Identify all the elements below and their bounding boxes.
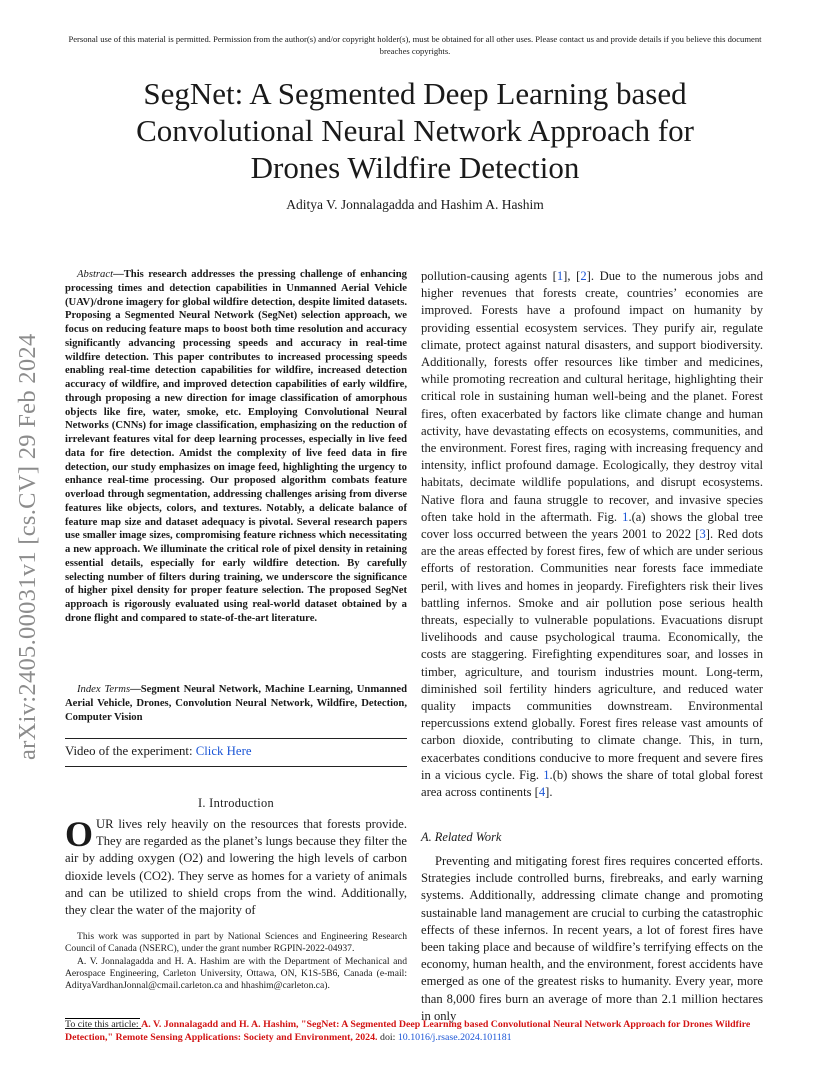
introduction-text <box>65 816 407 919</box>
citation-link[interactable]: 4 <box>538 785 546 800</box>
body-text: pollution-causing agents [ <box>421 269 557 283</box>
video-prefix: Video of the experiment: <box>65 744 196 758</box>
index-terms-text: —Segment Neural Network, Machine Learning, Unmanned Aerial Vehicle, Drones, Convolution Neural Network, Wildfire, Detection, Computer Vision <box>65 684 407 723</box>
abstract-label: Abstract <box>77 269 114 280</box>
copyright-notice: Personal use of this material is permitted. Permission from the author(s) and/or copyright holder(s), must be obtained for all other uses. Please contact us and provide details if you believe this document breaches copyrights. <box>68 34 762 56</box>
body-text: ], [ <box>563 269 581 283</box>
body-text: ]. Due to the numerous jobs and higher revenues that forests create, countries’ economies are improved. Forests have a profound impact on humanity by providing essential ecosystem services. They purify air, regulate climate, protect against natural disasters, and support biodiversity. Additionally, forests offer resources like timber and medicines, while promoting recreation and cultural heritage, highlighting their critical role in sustaining human well-being and the planet. Forest fires, often exacerbated by factors like climate change and human activity, have devastating effects on ecosystems, communities, and the environment. Forest fires, raging with increasing frequency and intensity, inflict profound damage. Ecologically, they destroy vital habitats, decimate wildlife populations, and disrupt ecosystems. Native flora and fauna struggle to recover, and invasive species often take hold in the aftermath. Fig. <box>421 269 763 524</box>
subsection-heading-related-work: A. Related Work <box>421 830 502 844</box>
right-column-text <box>421 268 763 801</box>
abstract <box>65 268 407 626</box>
divider <box>65 738 407 739</box>
index-terms <box>65 683 407 724</box>
citation-link[interactable]: 1 <box>556 269 564 283</box>
body-text: .(b) shows the share of total global forest area across continents [ <box>421 767 763 800</box>
footnote-funding: This work was supported in part by National Sciences and Engineering Research Council of Canada (NSERC), under the grant number RGPIN-2022-04937. <box>65 931 407 955</box>
arxiv-stamp[interactable]: arXiv:2405.00031v1 [cs.CV] 29 Feb 2024 <box>14 333 41 760</box>
figure-link[interactable]: 1 <box>622 509 629 524</box>
video-link[interactable]: Click Here <box>195 744 252 758</box>
doi-label: doi: <box>377 1031 398 1043</box>
author-list: Aditya V. Jonnalagadda and Hashim A. Hashim <box>286 197 544 212</box>
doi-link[interactable]: 10.1016/j.rsase.2024.101181 <box>397 1031 512 1043</box>
introduction-body: UR lives rely heavily on the resources that forests provide. They are regarded as the planet’s lungs because they filter the air by adding oxygen (O2) and lowering the high levels of carbon dioxide levels (CO2). They serve as homes for a variety of animals and can be utilized to shield crops from the wind. Additionally, they clear the water of the majority of <box>65 817 407 918</box>
footnotes <box>65 931 407 992</box>
paper-title: SegNet: A Segmented Deep Learning based Convolutional Neural Network Approach for Drones Wildfire Detection <box>136 76 694 185</box>
related-work-body: Preventing and mitigating forest fires requires concerted efforts. Strategies include controlled burns, firebreaks, and early warning systems. Additionally, addressing climate change and promoting sustainable land management are crucial to curbing the catastrophic effects of these infernos. In recent years, a lot of forest fires have been taking place and because of wildfire’s terrifying effects on the economy, human health, and the environment, forest accidents have emerged as one of the greatest risks to humanity. Every year, more than 8,000 fires burn an average of more than 2.1 million hectares in only <box>421 854 763 1023</box>
divider <box>65 766 407 767</box>
citation-link[interactable]: 3 <box>699 527 706 542</box>
body-text: .(a) shows the global tree cover loss occurred between the years 2001 to 2022 [ <box>421 509 763 542</box>
figure-link[interactable]: 1 <box>543 767 550 782</box>
body-text: ]. <box>545 785 553 800</box>
index-terms-label: Index Terms <box>77 684 131 695</box>
related-work-text <box>421 853 763 1025</box>
footnote-affiliation: A. V. Jonnalagadda and H. A. Hashim are with the Department of Mechanical and Aerospace Engineering, Carleton University, Ottawa, ON, K1S-5B6, Canada (e-mail: AdityaVardhanJonnal@cmail.carleton.ca and hhashim@carleton.ca). <box>65 955 407 992</box>
body-text: ]. Red dots are the areas effected by forest fires, few of which are under serious efforts of restoration. Communities near forests face immediate peril, with lives and homes in jeopardy. Firefighters risk their lives battling infernos. Smoke and air pollution pose serious health threats, especially to vulnerable populations. Evacuations disrupt livelihoods and cause psychological trauma. Economically, the costs are staggering. Firefighting expenditures soar, and losses in timber, agriculture, and tourism industries mount. Long-term, diminished soil fertility hinders agriculture, and reduced water quality impacts communities downstream. Environmental repercussions extend globally. Forest fires release vast amounts of carbon dioxide, contributing to climate change. This, in turn, exacerbates conditions conducive to more frequent and severe fires in a vicious cycle. Fig. <box>421 527 763 782</box>
dropcap: O <box>65 814 94 854</box>
cite-prefix: To cite this article: <box>65 1019 142 1030</box>
video-line <box>65 744 407 759</box>
abstract-text: —This research addresses the pressing challenge of enhancing processing times and detection capabilities in Unmanned Aerial Vehicle (UAV)/drone imagery for global wildfire detection, despite limited datasets. Proposing a Segmented Neural Network (SegNet) selection approach, we focus on reducing feature maps to boost both time resolution and accuracy significantly advancing processing speeds and accuracy in real-time wildfire detection. This paper contributes to increased processing speeds enabling real-time detection capabilities for wildfire, increased detection accuracy of wildfire, and improved detection capabilities of early wildfire, through proposing a new direction for image classification of amorphous objects like fire, water, smoke, etc. Employing Convolutional Neural Networks (CNNs) for image classification, emphasizing on the reduction of irrelevant features vital for deep learning processes, especially in live feed data for fire detection. Amidst the complexity of live feed data in fire detection, our study emphasizes on image feed, highlighting the urgency to enhance real-time processing. Our proposed algorithm combats feature overload through segmentation, addressing challenges arising from diverse features like objects, colors, and textures. Notably, a delicate balance of feature map size and dataset adequacy is pivotal. Several research papers use smaller image sizes, compromising feature richness which necessitating a new approach. We illuminate the critical role of pixel density in retaining essential details, especially for early wildfire detection. By carefully selecting number of filters during training, we underscore the significance of higher pixel density for proper feature selection. The proposed SegNet approach is rigorously evaluated using real-world dataset obtained by a drone flight and compared to state-of-the-art literature. <box>65 269 407 624</box>
section-heading-introduction: I. Introduction <box>197 796 275 810</box>
cite-this-article <box>65 1019 765 1044</box>
citation-text-link[interactable]: A. V. Jonnalagadd and H. A. Hashim, "SegNet: A Segmented Deep Learning based Convolutional Neural Network Approach for Drones Wildfire Detection," Remote Sensing Applications: Society and Environment, 2024. <box>65 1019 751 1043</box>
citation-link[interactable]: 2 <box>580 269 587 283</box>
